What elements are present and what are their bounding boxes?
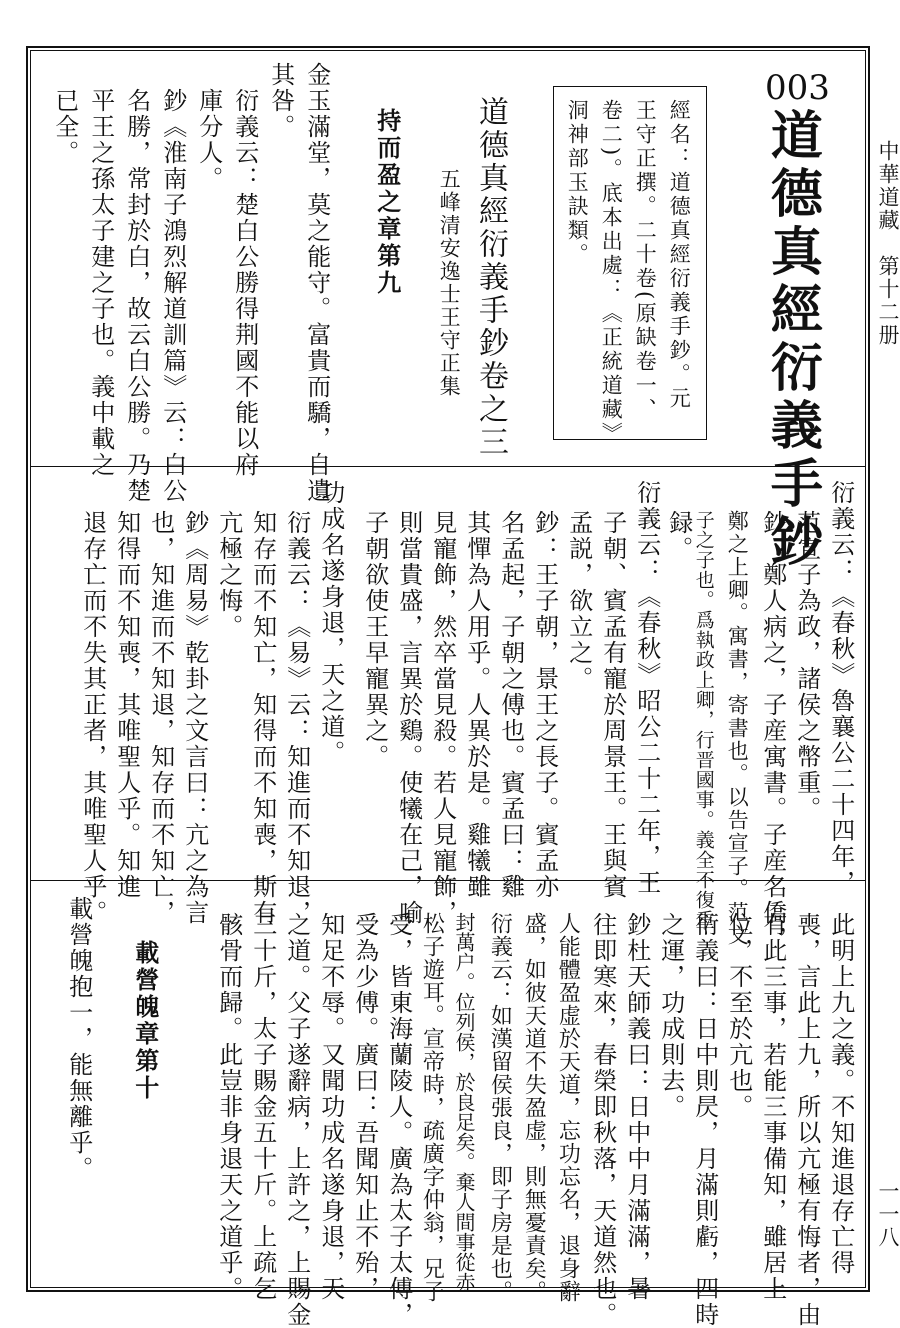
info-line: 王守正撰。二十卷(原缺卷一、	[633, 99, 658, 423]
document-number: 003	[765, 68, 830, 108]
text-column: 鈔杜天師義曰：日中中月滿滿，暑	[622, 912, 651, 1302]
text-column: 衍義云：《易》云：知進而不知退，	[282, 510, 311, 926]
text-column: 其咎。	[266, 62, 295, 140]
text-column: 平王之孫太子建之子也。義中載之	[86, 88, 115, 478]
text-column: 知得而不知喪，其唯聖人乎。知進	[112, 510, 141, 900]
text-column: 孟説，欲立之。	[564, 510, 593, 692]
text-column: 衍義云：《春秋》昭公二十二年，王	[632, 480, 661, 896]
info-line: 洞神部玉訣類。	[565, 99, 590, 267]
text-column: 子朝、賓孟有寵於周景王。王與賓	[598, 510, 627, 900]
text-column: 録。	[664, 510, 693, 562]
text-column: 之運，功成則去。	[656, 912, 685, 1120]
sub-title: 道德真經衍義手鈔卷之三	[473, 96, 508, 459]
text-column: 已全。	[50, 88, 79, 166]
info-line: 卷二)。底本出處：《正統道藏》	[599, 99, 624, 447]
section-divider-1	[30, 466, 866, 467]
text-column: 三十斤，太子賜金五十斤。上疏乞	[248, 912, 277, 1302]
info-line: 經名：道德真經衍義手鈔。元	[667, 99, 692, 411]
text-column: 其憚為人用乎。人異於是。雞犧雖	[462, 510, 491, 900]
text-column: 子之子也。爲執政上卿，行晋國事。義全不復重	[692, 510, 715, 930]
info-box	[553, 86, 707, 447]
text-column: 鈔《淮南子鴻烈解道訓篇》云：白公	[158, 88, 187, 504]
text-column: 知存而不知亡，知得而不知喪，斯有	[248, 510, 277, 926]
text-column: 之道。父子遂辭病，上許之，上賜金	[282, 912, 311, 1328]
text-column: 人能體盈虚於天道，忘功忘名，退身辭	[555, 912, 581, 1303]
text-column: 松子遊耳。宣帝時，疏廣字仲翁，兄子	[419, 912, 445, 1303]
text-column: 鈔：鄭人病之，子産寓書。子産名僑，	[758, 510, 787, 952]
author-line: 五峰清安逸士王守正集	[437, 168, 462, 398]
chapter-heading: 載營魄章第十	[130, 940, 160, 1102]
text-column: 金玉滿堂，莫之能守。富貴而驕，自遺	[302, 62, 331, 504]
text-column: 往即寒來，春榮即秋落，天道然也。	[588, 912, 617, 1328]
text-column: 衍義云：如漢留侯張良，即子房是也。	[487, 912, 513, 1303]
text-column: 盛，如彼天道不失盈虚，則無憂責矣。	[521, 912, 547, 1303]
text-column: 子朝欲使王早寵異之。	[360, 510, 389, 770]
page-number: 一一八	[876, 1180, 900, 1249]
text-column: 亢極之悔。	[214, 510, 243, 640]
text-column: 受，皆東海蘭陵人。廣為太子太傅，	[384, 912, 413, 1328]
text-column: 有此三事，若能三事備知，雖居上	[758, 912, 787, 1302]
text-column: 功成名遂身退，天之道。	[316, 480, 345, 766]
text-column: 見寵飾，然卒當見殺。若人見寵飾，	[428, 510, 457, 926]
text-column: 位，不至於亢也。	[724, 912, 753, 1120]
text-column: 此明上九之義。不知進退存亡得	[826, 912, 855, 1276]
text-column: 骸骨而歸。此豈非身退天之道乎。	[214, 912, 243, 1302]
text-column: 衍義曰：日中則昃，月滿則虧，四時	[690, 912, 719, 1328]
text-column: 受為少傅。廣曰：吾聞知止不殆，	[350, 912, 379, 1302]
running-header: 中華道藏 第十二册	[876, 140, 900, 347]
text-column: 載營魄抱一，能無離乎。	[64, 896, 93, 1182]
text-column: 名勝，常封於白，故云白公勝。乃楚	[122, 88, 151, 504]
text-column: 庫分人。	[194, 88, 223, 192]
text-column: 鄭之上卿。寓書，寄書也。以告宣子。范文	[725, 510, 750, 947]
text-column: 衍義云：《春秋》魯襄公二十四年，	[826, 480, 855, 896]
text-column: 知足不辱。又聞功成名遂身退，天	[316, 912, 345, 1302]
document-title: 道德真經衍義手鈔	[761, 108, 823, 572]
text-column: 則當貴盛，言異於鷄。使犧在己，喻	[394, 510, 423, 926]
text-column: 鈔《周易》乾卦之文言曰：亢之為言	[180, 510, 209, 926]
text-column: 鈔：王子朝，景王之長子。賓孟亦	[530, 510, 559, 900]
chapter-heading: 持而盈之章第九	[372, 108, 402, 297]
text-column: 封萬户。位列侯，於良足矣。棄人間事從赤	[452, 912, 476, 1292]
text-column: 也，知進而不知退，知存而不知亡，	[146, 510, 175, 926]
text-column: 范宣子為政，諸侯之幣重。	[792, 510, 821, 822]
text-column: 退存亡而不失其正者，其唯聖人乎。	[78, 510, 107, 926]
text-column: 衍義云：楚白公勝得荆國不能以府	[230, 88, 259, 478]
text-column: 名孟起，子朝之傅也。賓孟曰：雞	[496, 510, 525, 900]
text-column: 喪，言此上九，所以亢極有悔者，由	[792, 912, 821, 1328]
